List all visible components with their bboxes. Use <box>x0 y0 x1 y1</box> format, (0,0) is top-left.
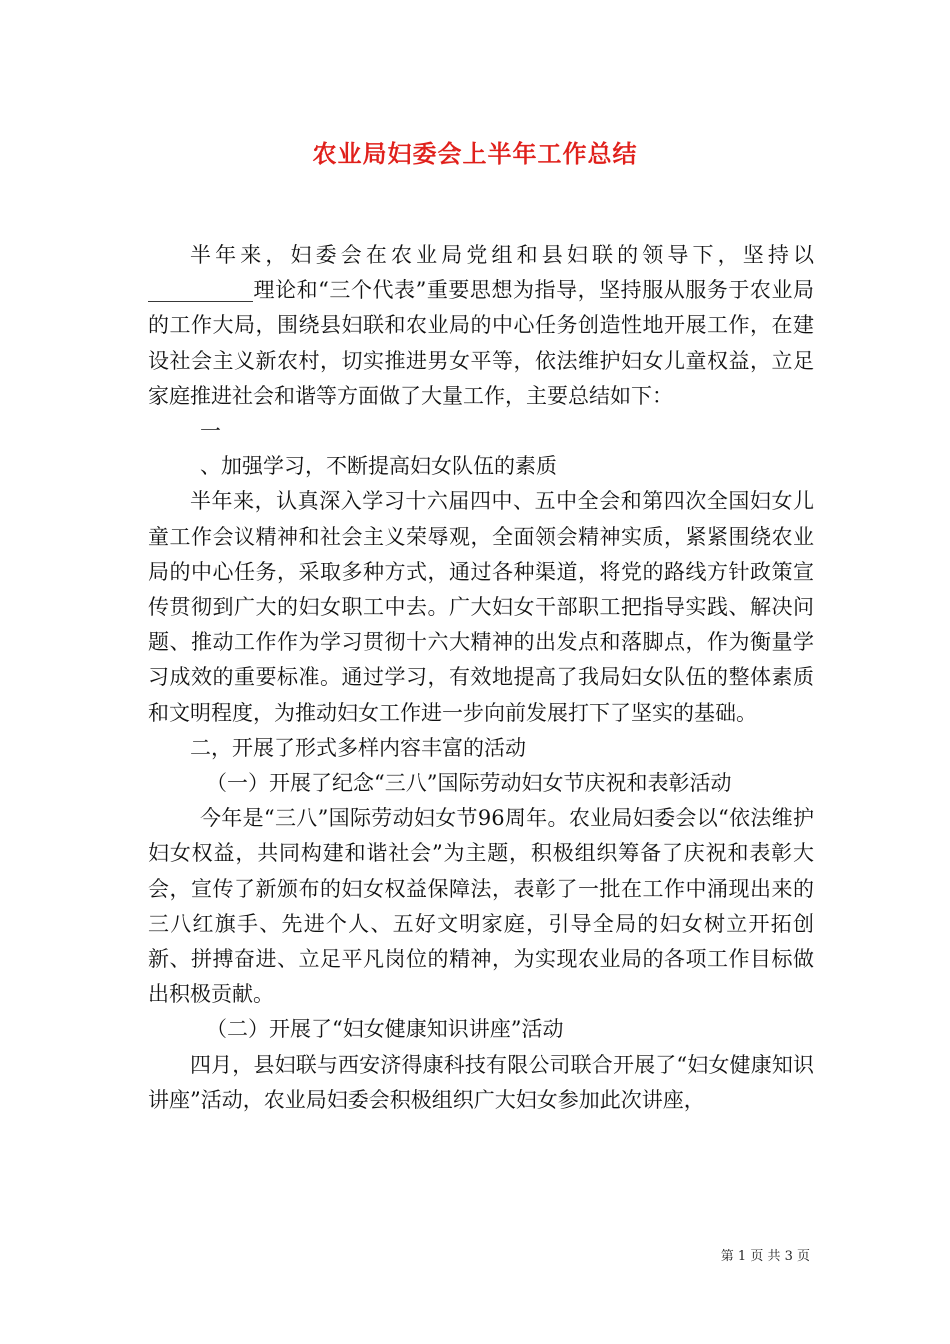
subsection-1-heading: （一）开展了纪念“三八”国际劳动妇女节庆祝和表彰活动 <box>206 771 732 796</box>
subsection-2-paragraph: 四月，县妇联与西安济得康科技有限公司联合开展了“妇女健康知识讲座”活动，农业局妇委会积极组织广大妇女参加此次讲座， <box>148 1052 814 1112</box>
page-number: 第 1 页 共 3 页 <box>720 1249 810 1264</box>
section-1-number: 一 <box>200 419 221 444</box>
section-1-heading: 、加强学习，不断提高妇女队伍的素质 <box>200 454 557 479</box>
document-title: 农业局妇委会上半年工作总结 <box>312 139 638 168</box>
section-1-paragraph: 半年来，认真深入学习十六届四中、五中全会和第四次全国妇女儿童工作会议精神和社会主义荣辱观，全面领会精神实质，紧紧围绕农业局的中心任务，采取多种方式，通过各种渠道，将党的路线方针政策宣传贯彻到广大的妇女职工中去。广大妇女干部职工把指导实践、解决问题、推动工作作为学习贯彻十六大精神的出发点和落脚点，作为衡量学习成效的重要标准。通过学习，有效地提高了我局妇女队伍的整体素质和文明程度，为推动妇女工作进一步向前发展打下了坚实的基础。 <box>148 489 814 725</box>
document-body <box>148 238 814 1118</box>
subsection-1-paragraph: 今年是“三八”国际劳动妇女节96周年。农业局妇委会以“依法维护妇女权益，共同构建和谐社会”为主题，积极组织筹备了庆祝和表彰大会，宣传了新颁布的妇女权益保障法，表彰了一批在工作中涌现出来的三八红旗手、先进个人、五好文明家庭，引导全局的妇女树立开拓创新、拼搏奋进、立足平凡岗位的精神，为实现农业局的各项工作目标做出积极贡献。 <box>148 806 814 1007</box>
intro-paragraph: 半年来，妇委会在农业局党组和县妇联的领导下，坚持以__________理论和“三个代表”重要思想为指导，坚持服从服务于农业局的工作大局，围绕县妇联和农业局的中心任务创造性地开展工作，在建设社会主义新农村，切实推进男女平等，依法维护妇女儿童权益，立足家庭推进社会和谐等方面做了大量工作，主要总结如下： <box>148 243 814 408</box>
subsection-2-heading: （二）开展了“妇女健康知识讲座”活动 <box>206 1017 564 1042</box>
section-2-heading: 二，开展了形式多样内容丰富的活动 <box>190 735 526 760</box>
